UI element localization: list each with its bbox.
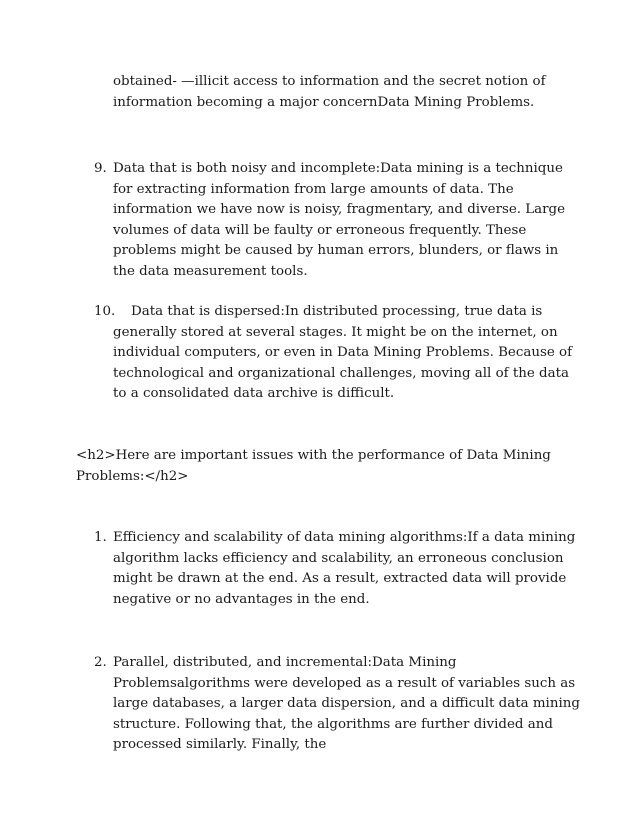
list-item-text: Data that is dispersed:In distributed processing, true data is generally stored at several stages. It might be on the internet, on individual computers, or even in Data Mining Problems. Because of technological and organizational challenges, moving all of the data to a consolidated data archive is difficult.: [113, 304, 573, 401]
continuation-paragraph: obtained- —illicit access to information and the secret notion of information becoming a major concernData Mining Problems.: [113, 74, 546, 110]
list-item-number: 1.: [94, 530, 107, 545]
list-item: [94, 653, 584, 756]
list-item: [94, 528, 584, 610]
list-item-number: 9.: [94, 161, 107, 176]
list-item: [94, 159, 584, 282]
list-item-number: 10.: [94, 304, 116, 319]
section-heading: <h2>Here are important issues with the performance of Data Mining Problems:</h2>: [76, 448, 551, 484]
list-item-text: Parallel, distributed, and incremental:Data Mining Problemsalgorithms were developed as a result of variables such as large databases, a larger data dispersion, and a difficult data mining structure. Following that, the algorithms are further divided and processed similarly. Finally, the: [113, 655, 580, 752]
list-item-text: Data that is both noisy and incomplete:Data mining is a technique for extracting information from large amounts of data. The information we have now is noisy, fragmentary, and diverse. Large volumes of data will be faulty or erroneous frequently. These problems might be caused by human errors, blunders, or flaws in the data measurement tools.: [113, 161, 566, 279]
list-item-number: 2.: [94, 655, 107, 670]
list-item-text: Efficiency and scalability of data mining algorithms:If a data mining algorithm lacks efficiency and scalability, an erroneous conclusion might be drawn at the end. As a result, extracted data will provide negative or no advantages in the end.: [113, 530, 576, 607]
list-item: [94, 302, 584, 405]
